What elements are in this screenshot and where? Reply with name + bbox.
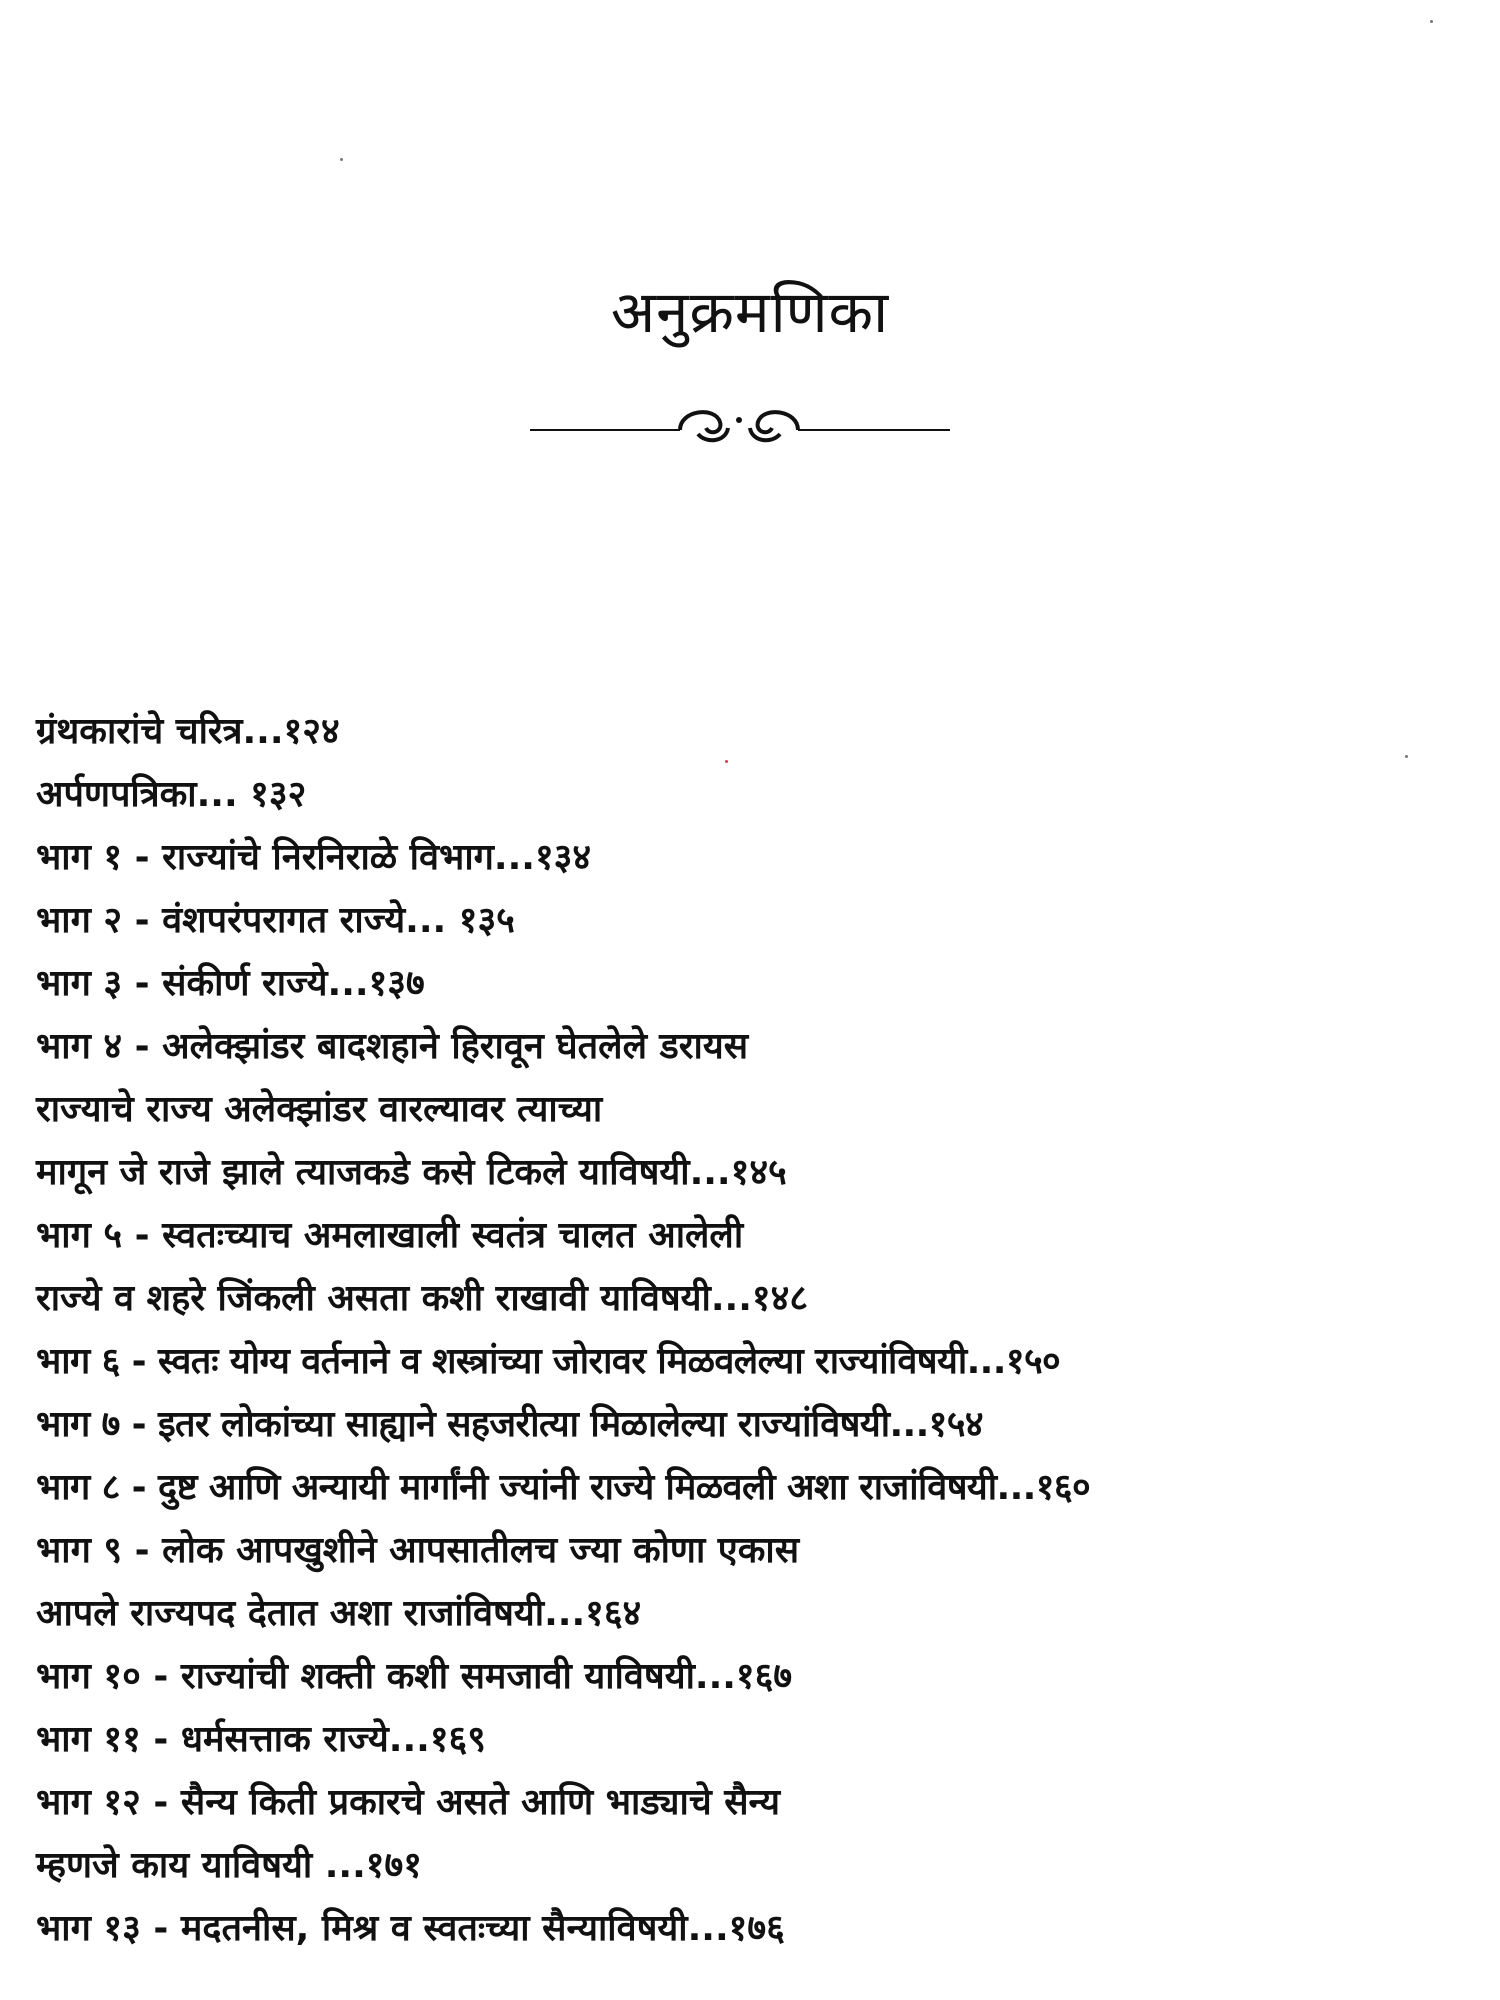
toc-entry: भाग २ - वंशपरंपरागत राज्ये... १३५ bbox=[36, 900, 515, 941]
toc-entry: भाग ९ - लोक आपखुशीने आपसातीलच ज्या कोणा एकास bbox=[36, 1530, 800, 1571]
toc-entry: भाग १० - राज्यांची शक्ती कशी समजावी याविषयी...१६७ bbox=[36, 1656, 793, 1697]
table-of-contents bbox=[36, 700, 1466, 1960]
scan-speck bbox=[1430, 20, 1433, 23]
toc-entry: भाग १ - राज्यांचे निरनिराळे विभाग...१३४ bbox=[36, 837, 592, 878]
toc-entry: मागून जे राजे झाले त्याजकडे कसे टिकले याविषयी...१४५ bbox=[36, 1152, 787, 1193]
toc-entry: राज्ये व शहरे जिंकली असता कशी राखावी याविषयी...१४८ bbox=[36, 1278, 809, 1319]
toc-entry: भाग ७ - इतर लोकांच्या साह्याने सहजरीत्या मिळालेल्या राज्यांविषयी...१५४ bbox=[36, 1404, 984, 1445]
toc-entry: भाग ५ - स्वतःच्याच अमलाखाली स्वतंत्र चालत आलेली bbox=[36, 1215, 744, 1256]
toc-entry: भाग १३ - मदतनीस, मिश्र व स्वतःच्या सैन्याविषयी...१७६ bbox=[36, 1908, 785, 1949]
toc-entry: ग्रंथकारांचे चरित्र...१२४ bbox=[36, 711, 340, 752]
toc-entry: भाग ६ - स्वतः योग्य वर्तनाने व शस्त्रांच्या जोरावर मिळवलेल्या राज्यांविषयी...१५० bbox=[36, 1341, 1061, 1382]
ornament-divider bbox=[530, 392, 950, 452]
scan-speck bbox=[1405, 755, 1408, 758]
toc-entry: आपले राज्यपद देतात अशा राजांविषयी...१६४ bbox=[36, 1593, 642, 1634]
toc-entry: भाग ४ - अलेक्झांडर बादशहाने हिरावून घेतलेले डरायस bbox=[36, 1026, 749, 1067]
toc-entry: भाग १२ - सैन्य किती प्रकारचे असते आणि भाड्याचे सैन्य bbox=[36, 1782, 781, 1823]
toc-entry: राज्याचे राज्य अलेक्झांडर वारल्यावर त्याच्या bbox=[36, 1089, 603, 1130]
toc-entry: अर्पणपत्रिका... १३२ bbox=[36, 774, 307, 815]
toc-entry: भाग ३ - संकीर्ण राज्ये...१३७ bbox=[36, 963, 425, 1004]
toc-entry: भाग ११ - धर्मसत्ताक राज्ये...१६९ bbox=[36, 1719, 486, 1760]
scan-speck bbox=[725, 760, 728, 763]
scan-speck bbox=[340, 158, 343, 161]
toc-entry: म्हणजे काय याविषयी ...१७१ bbox=[36, 1845, 422, 1886]
toc-entry: भाग ८ - दुष्ट आणि अन्यायी मार्गांनी ज्यांनी राज्ये मिळवली अशा राजांविषयी...१६० bbox=[36, 1467, 1091, 1508]
page-title: अनुक्रमणिका bbox=[610, 278, 890, 346]
